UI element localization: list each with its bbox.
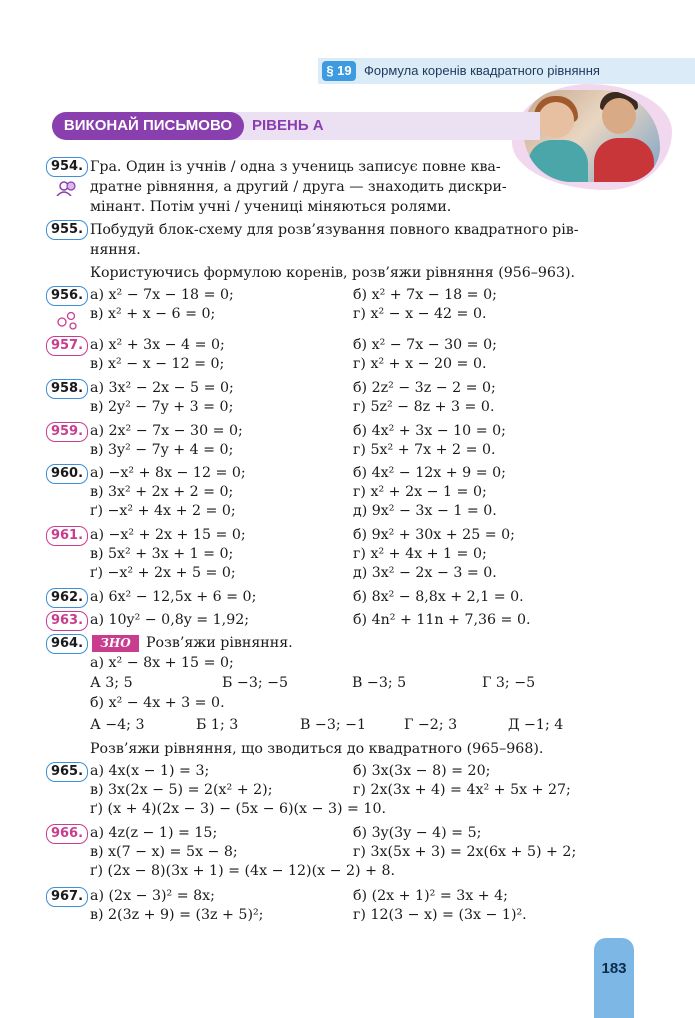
instruction-965-968: Розв’яжи рівняння, що зводиться до квадратного (965–968). [90, 741, 544, 757]
problem-number: 958. [46, 379, 88, 399]
answer-option: Б −3; −5 [222, 675, 289, 691]
problem-number: 955. [46, 220, 88, 240]
answer-option: В −3; −1 [300, 717, 367, 733]
page-number: 183 [594, 938, 634, 1018]
task-banner [52, 112, 540, 140]
problem-number: 962. [46, 588, 88, 608]
instruction-956-963: Користуючись формулою коренів, розв’яжи рівняння (956–963). [90, 265, 576, 281]
problem-number: 963. [46, 611, 88, 631]
problem-number: 959. [46, 422, 88, 442]
running-header [318, 58, 695, 84]
problem-964-b: б) x² − 4x + 3 = 0. [90, 695, 225, 711]
problem-number: 954. [46, 157, 88, 177]
answer-option: Б 1; 3 [196, 717, 239, 733]
banner-written-label: ВИКОНАЙ ПИСЬМОВО [52, 112, 244, 140]
banner-level-label: РІВЕНЬ А [252, 117, 324, 134]
answer-option: Д −1; 4 [508, 717, 564, 733]
problem-number: 966. [46, 824, 88, 844]
zno-badge: ЗНО [92, 635, 139, 652]
problem-number: 965. [46, 762, 88, 782]
problem-number: 957. [46, 336, 88, 356]
answer-option: В −3; 5 [352, 675, 407, 691]
problem-964-a: а) x² − 8x + 15 = 0; [90, 655, 234, 671]
problem-955-line-2: няння. [90, 242, 141, 258]
answer-option: А 3; 5 [90, 675, 133, 691]
section-badge: § 19 [322, 61, 356, 81]
problem-number: 967. [46, 887, 88, 907]
problem-954-line-3: мінант. Потім учні / учениці міняються ролями. [90, 199, 452, 215]
answer-option: Г 3; −5 [482, 675, 536, 691]
answer-option: А −4; 3 [90, 717, 145, 733]
problem-955-line-1: Побудуй блок-схему для розв’язування повного квадратного рів- [90, 222, 579, 238]
problem-number: 961. [46, 526, 88, 546]
problem-number: 956. [46, 286, 88, 306]
chain-icon [56, 306, 78, 330]
section-title: Формула коренів квадратного рівняння [364, 63, 600, 78]
problem-964-text: Розв’яжи рівняння. [146, 635, 293, 651]
problem-954-line-1: Гра. Один із учнів / одна з учениць записує повне ква- [90, 159, 501, 175]
answer-option: Г −2; 3 [404, 717, 458, 733]
problem-number: 964. [46, 634, 88, 654]
game-icon [56, 180, 78, 196]
problem-954-line-2: дратне рівняння, а другий / друга — знаходить дискри- [90, 179, 507, 195]
problem-number: 960. [46, 464, 88, 484]
